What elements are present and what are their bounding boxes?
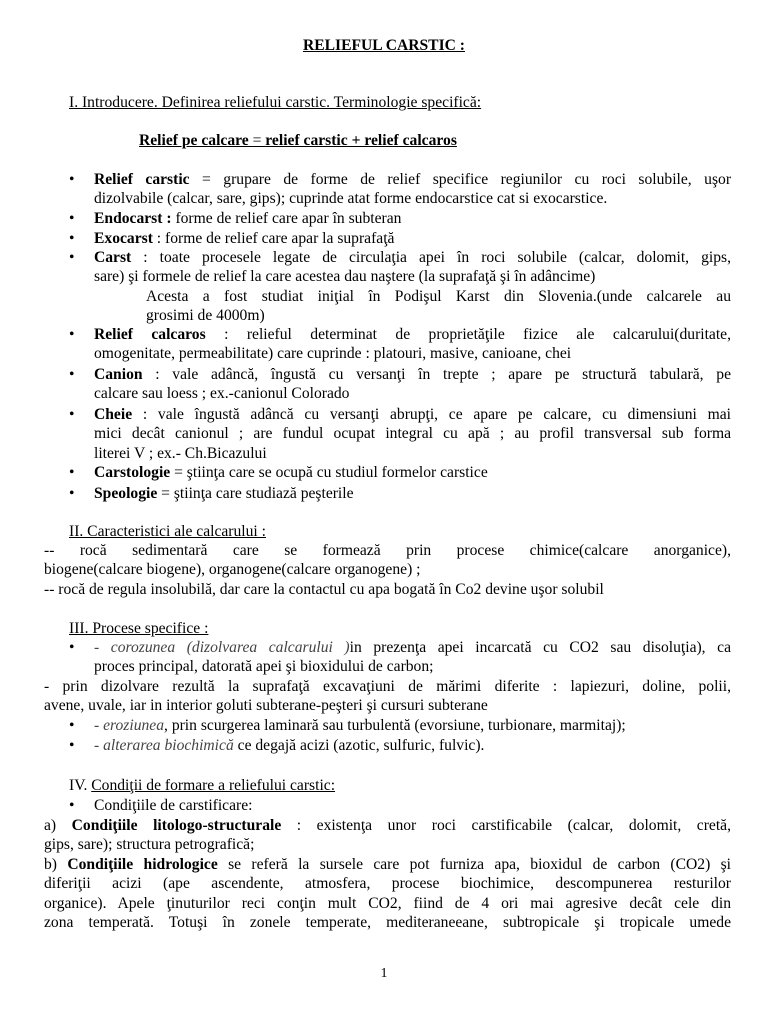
- definition-text: : forme de relief care apar la suprafaţă: [152, 230, 395, 247]
- paragraph-line: -- rocă sedimentară care se formează prin procese chimice(calcare anorganice),: [44, 542, 731, 559]
- section-heading-3: III. Procese specifice :: [69, 620, 209, 637]
- term: Canion: [94, 366, 143, 383]
- bullet-marker: •: [69, 406, 75, 423]
- bullet-marker: •: [69, 485, 75, 502]
- paragraph-line: zona temperată. Totuşi în zonele temperate, mediteraneeane, subtropicale şi tropicale umede: [44, 914, 731, 932]
- paragraph-line: avene, uvale, iar in interior goluti subterane-peşteri şi cursuri subterane: [44, 697, 488, 715]
- list-item: Condiţiile de carstificare:: [94, 797, 253, 814]
- term: Exocarst: [94, 230, 153, 247]
- bullet-marker: •: [69, 171, 75, 188]
- paragraph-line: gips, sare); structura petrografică;: [44, 836, 255, 854]
- definition-text: Acesta a fost studiat iniţial în Podişul Karst din Slovenia.(unde calcarele au: [146, 287, 731, 305]
- subheading-equals: =: [252, 132, 266, 149]
- term: Relief calcaros: [94, 326, 206, 343]
- list-item: [94, 463, 731, 482]
- bullet-marker: •: [69, 230, 75, 247]
- term: Relief carstic: [94, 171, 190, 188]
- definition-text: sare) şi formele de relief la care acestea dau naştere (la suprafaţă şi în adâncime): [94, 268, 596, 286]
- process-text: ce degajă acizi (azotic, sulfuric, fulvic).: [233, 737, 485, 754]
- list-item: [94, 638, 731, 677]
- definition-text: : vale îngustă adâncă cu versanţi abrupţi, ce apare pe calcare, cu dimensiuni mai: [132, 406, 731, 423]
- subheading: [139, 131, 457, 150]
- paragraph-line: : existenţa unor roci carstificabile (calcar, dolomit, cretă,: [281, 817, 731, 834]
- subheading-right: relief carstic + relief calcaros: [265, 132, 457, 149]
- section-heading-1: I. Introducere. Definirea reliefului carstic. Terminologie specifică:: [69, 94, 482, 111]
- item-letter: a): [44, 817, 72, 834]
- list-item: [94, 248, 731, 326]
- section-3-body: [44, 677, 731, 716]
- bullet-marker: •: [69, 797, 75, 814]
- paragraph-line: - prin dizolvare rezultă la suprafaţă excavaţiuni de mărimi diferite : lapiezuri, doline, polii,: [44, 678, 731, 695]
- process-text: proces principal, datorată apei şi bioxidului de carbon;: [94, 658, 434, 676]
- page-number: 1: [380, 966, 388, 981]
- bullet-marker: •: [69, 249, 75, 266]
- item-letter: b): [44, 856, 68, 873]
- definition-text: omogenitate, permeabilitate) care cuprinde : platouri, masive, canioane, chei: [94, 345, 572, 363]
- process-text: in prezenţa apei incarcată cu CO2 sau disoluţia), ca: [349, 639, 732, 656]
- list-item: [94, 716, 731, 735]
- section-number: IV.: [69, 777, 92, 794]
- definition-text: : vale adâncă, îngustă cu versanţi în trepte ; apare pe structură tabulară, pe: [142, 366, 731, 383]
- term: Cheie: [94, 406, 133, 423]
- definition-text: literei V ; ex.- Ch.Bicazului: [94, 444, 267, 462]
- term: Speologie: [94, 485, 158, 502]
- bullet-marker: •: [69, 717, 75, 734]
- bullet-marker: •: [69, 210, 75, 227]
- section-heading-4: [69, 776, 335, 795]
- paragraph-line: organice). Apele ţinuturilor reci conţin mult CO2, fiind de 4 ori mai agresive decât cele din: [44, 894, 731, 912]
- list-item: [94, 170, 731, 209]
- bullet-marker: •: [69, 326, 75, 343]
- paragraph-line: biogene(calcare biogene), organogene(calcare organogene) ;: [44, 561, 421, 579]
- process-term: - eroziunea: [94, 717, 165, 734]
- term: Carstologie: [94, 464, 171, 481]
- subheading-left: Relief pe calcare: [139, 132, 253, 149]
- bullet-marker: •: [69, 464, 75, 481]
- definition-text: = grupare de forme de relief specifice regiunilor cu roci solubile, uşor: [189, 171, 732, 188]
- definition-text: forme de relief care apar în subteran: [171, 210, 402, 227]
- process-term: - alterarea biochimică: [94, 737, 234, 754]
- paragraph-line: se referă la sursele care pot furniza apa, bioxidul de carbon (CO2) şi: [217, 856, 732, 873]
- definition-text: = ştiinţa care se ocupă cu studiul formelor carstice: [170, 464, 488, 481]
- list-item: [94, 209, 731, 228]
- page-title: RELIEFUL CARSTIC :: [302, 37, 466, 54]
- bullet-marker: •: [69, 366, 75, 383]
- definition-text: : relieful determinat de proprietăţile fizice ale calcarului(duritate,: [205, 326, 732, 343]
- list-item: [94, 325, 731, 364]
- definition-text: dizolvabile (calcar, sare, gips); cuprinde atat forme endocarstice cat si exocarstice.: [94, 190, 608, 208]
- bullet-marker: •: [69, 639, 75, 656]
- process-text: , prin scurgerea laminară sau turbulentă (evorsiune, turbionare, marmitaj);: [164, 717, 626, 734]
- paragraph-line: -- rocă de regula insolubilă, dar care la contactul cu apa bogată în Co2 devine uşor solubil: [44, 580, 604, 598]
- term: Condiţiile litologo-structurale: [71, 817, 282, 834]
- definition-text: calcare sau loess ; ex.-canionul Colorado: [94, 385, 350, 403]
- process-term: - corozunea (dizolvarea calcarului ): [94, 639, 350, 656]
- definition-text: : toate procesele legate de circulaţia apei în roci solubile (calcar, dolomit, gips,: [131, 249, 731, 266]
- bullet-marker: •: [69, 737, 75, 754]
- definition-text: mici decât canionul ; are fundul ocupat integral cu apă ; au profil transversal sub forma: [94, 425, 731, 443]
- list-item: [94, 405, 731, 463]
- paragraph-line: diferiţii acizi (ape ascendente, atmosfera, procese biochimice, descompunerea resturilor: [44, 875, 731, 893]
- list-item: [94, 484, 731, 503]
- list-item: [94, 736, 731, 755]
- condition-a: [44, 816, 731, 855]
- term: Endocarst :: [94, 210, 172, 227]
- list-item: [94, 365, 731, 404]
- list-item: [94, 229, 731, 248]
- condition-b: [44, 855, 731, 933]
- section-2-body: [44, 541, 731, 599]
- term: Carst: [94, 249, 132, 266]
- term: Condiţiile hidrologice: [67, 856, 218, 873]
- definition-text: = ştiinţa care studiază peşterile: [157, 485, 354, 502]
- definition-text: grosimi de 4000m): [146, 307, 265, 325]
- section-heading-2: II. Caracteristici ale calcarului :: [69, 523, 266, 540]
- section-title: Condiţii de formare a reliefului carstic:: [91, 777, 336, 794]
